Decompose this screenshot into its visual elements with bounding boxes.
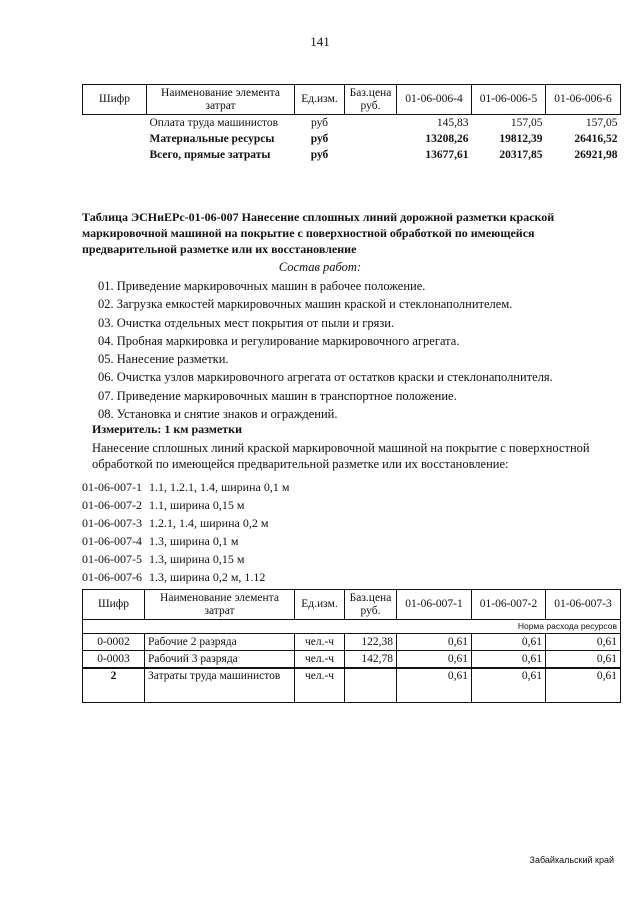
- cell-code: [83, 147, 147, 163]
- cell-code: 0-0002: [83, 634, 145, 651]
- cell-value-1: 13677,61: [425, 148, 469, 161]
- cell-base-price: [345, 115, 397, 132]
- page-number: 141: [310, 34, 330, 49]
- table-row: [83, 131, 621, 147]
- cell-value-2: 157,05: [510, 116, 543, 129]
- cell-base-price: [345, 668, 397, 703]
- table-row: [83, 651, 621, 669]
- header-code: Шифр: [83, 85, 147, 115]
- header-name: Наименование элемента затрат: [147, 85, 295, 115]
- operation-item: 05. Нанесение разметки.: [98, 352, 229, 367]
- header-base-price: Баз.цена руб.: [345, 85, 397, 115]
- cell-base-price: [345, 131, 397, 147]
- cell-name: Всего, прямые затраты: [149, 148, 271, 161]
- cell-code: [83, 115, 147, 132]
- code-id: 01-06-007-3: [82, 516, 142, 530]
- cell-unit: руб: [310, 132, 329, 145]
- header-base-price: Баз.цена руб.: [345, 590, 397, 620]
- header-col-2: 01-06-007-2: [472, 590, 546, 620]
- table-header-row: [83, 590, 621, 620]
- cell-name: Затраты труда машинистов: [145, 668, 295, 703]
- cell-name: Рабочий 3 разряда: [145, 651, 295, 669]
- operation-item: 07. Приведение маркировочных машин в транспортное положение.: [98, 388, 457, 403]
- cell-value-2: 20317,85: [499, 148, 543, 161]
- cell-value-3: 26921,98: [574, 148, 618, 161]
- cell-unit: руб: [310, 148, 329, 161]
- cell-value-3: 0,61: [546, 634, 621, 651]
- cell-value-1: 0,61: [397, 668, 472, 703]
- header-col-2: 01-06-006-5: [472, 85, 546, 115]
- cell-code: [83, 131, 147, 147]
- cell-value-3: 0,61: [546, 651, 621, 669]
- header-name: Наименование элемента затрат: [145, 590, 295, 620]
- resource-table-007: [82, 589, 621, 703]
- cell-value-1: 0,61: [397, 651, 472, 669]
- cell-code: 0-0003: [83, 651, 145, 669]
- code-item: [82, 496, 289, 514]
- cell-code: 2: [83, 668, 145, 703]
- table-row: [83, 147, 621, 163]
- code-id: 01-06-007-4: [82, 534, 142, 548]
- cell-value-2: 0,61: [472, 634, 546, 651]
- cell-unit: чел.-ч: [295, 651, 345, 669]
- cell-unit: чел.-ч: [295, 668, 345, 703]
- table-row: [83, 668, 621, 703]
- header-col-1: 01-06-006-4: [397, 85, 472, 115]
- header-unit: Ед.изм.: [295, 85, 345, 115]
- work-description: Нанесение сплошных линий краской маркировочной машиной на покрытие с поверхностной обработкой по имеющейся предварительной разметке или их восстановление:: [92, 441, 590, 471]
- cell-base-price: 142,78: [345, 651, 397, 669]
- code-id: 01-06-007-2: [82, 498, 142, 512]
- cell-name: Оплата труда машинистов: [149, 116, 279, 129]
- cell-unit: чел.-ч: [295, 634, 345, 651]
- code-list: [82, 478, 289, 586]
- cell-base-price: [345, 147, 397, 163]
- code-text: 1.2.1, 1.4, ширина 0,2 м: [149, 516, 269, 530]
- operation-item: 06. Очистка узлов маркировочного агрегата от остатков краски и стеклонаполнителя.: [98, 370, 553, 385]
- operation-item: 01. Приведение маркировочных машин в рабочее положение.: [98, 279, 426, 293]
- operation-item: 02. Загрузка емкостей маркировочных машин краской и стеклонаполнителем.: [98, 297, 513, 312]
- operations-list: [98, 277, 553, 423]
- measure-unit: Измеритель: 1 км разметки: [92, 422, 243, 436]
- header-col-3: 01-06-007-3: [546, 590, 621, 620]
- table-title: Таблица ЭСНиЕРс-01-06-007 Нанесение сплошных линий дорожной разметки краской маркировочной машиной на покрытие с поверхностной обработкой по имеющейся предварительной разметке или их восстановление: [82, 210, 555, 256]
- code-text: 1.3, ширина 0,2 м, 1.12: [149, 570, 266, 584]
- code-text: 1.3, ширина 0,1 м: [149, 534, 239, 548]
- code-item: [82, 514, 289, 532]
- table-row: [83, 115, 621, 132]
- header-col-1: 01-06-007-1: [397, 590, 472, 620]
- cell-value-1: 13208,26: [425, 132, 469, 145]
- cell-value-2: 19812,39: [499, 132, 543, 145]
- code-id: 01-06-007-5: [82, 552, 142, 566]
- cell-name: Материальные ресурсы: [149, 132, 275, 145]
- operation-item: 03. Очистка отдельных мест покрытия от пыли и грязи.: [98, 315, 395, 330]
- code-item: [82, 568, 289, 586]
- cell-unit: руб: [310, 116, 329, 129]
- code-item: [82, 550, 289, 568]
- cell-value-2: 0,61: [472, 651, 546, 669]
- footer-region: Забайкальский край: [529, 855, 614, 865]
- table-row: [83, 634, 621, 651]
- cell-value-2: 0,61: [472, 668, 546, 703]
- work-composition-label: Состав работ:: [278, 260, 362, 274]
- table-header-row: [83, 85, 621, 115]
- code-item: [82, 532, 289, 550]
- code-id: 01-06-007-1: [82, 480, 142, 494]
- cell-value-3: 157,05: [585, 116, 618, 129]
- cell-value-1: 145,83: [436, 116, 469, 129]
- cell-name: Рабочие 2 разряда: [145, 634, 295, 651]
- cost-table-006: [82, 84, 621, 163]
- norm-label: Норма расхода ресурсов: [83, 620, 621, 634]
- code-text: 1.1, ширина 0,15 м: [149, 498, 245, 512]
- code-text: 1.3, ширина 0,15 м: [149, 552, 245, 566]
- norm-label-row: [83, 620, 621, 634]
- code-id: 01-06-007-6: [82, 570, 142, 584]
- header-unit: Ед.изм.: [295, 590, 345, 620]
- code-text: 1.1, 1.2.1, 1.4, ширина 0,1 м: [149, 480, 290, 494]
- code-item: [82, 478, 289, 496]
- cell-base-price: 122,38: [345, 634, 397, 651]
- cell-value-1: 0,61: [397, 634, 472, 651]
- cell-value-3: 26416,52: [574, 132, 618, 145]
- operation-item: 08. Установка и снятие знаков и ограждений.: [98, 407, 338, 422]
- operation-item: 04. Пробная маркировка и регулирование маркировочного агрегата.: [98, 333, 460, 348]
- header-code: Шифр: [83, 590, 145, 620]
- cell-value-3: 0,61: [546, 668, 621, 703]
- header-col-3: 01-06-006-6: [546, 85, 621, 115]
